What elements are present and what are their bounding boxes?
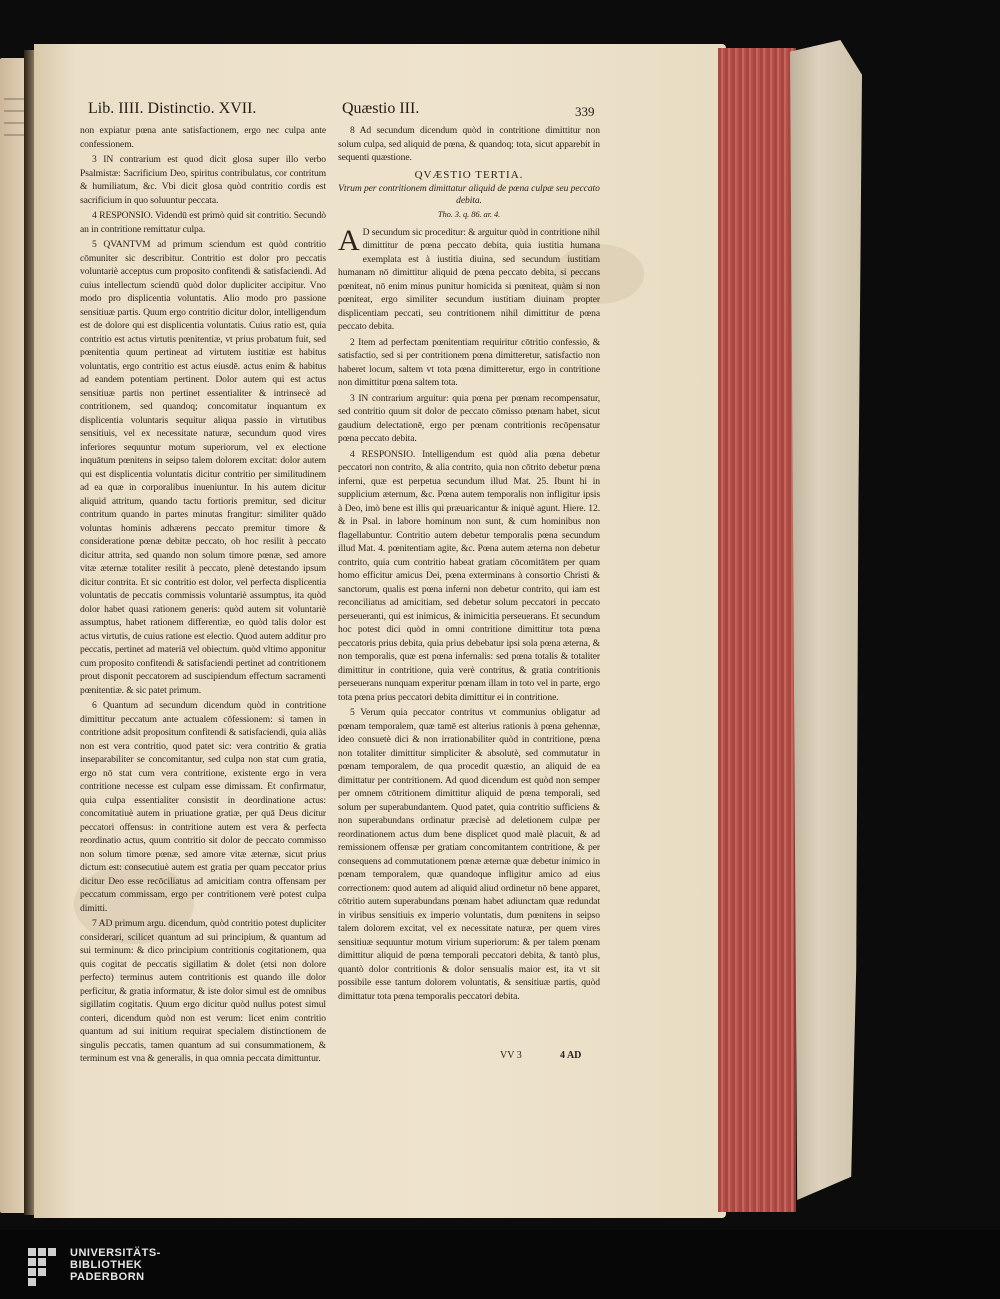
paragraph: 7 AD primum argu. dicendum, quòd contritio potest dupliciter considerari, scilicet quantum ad sui principium, & quantum ad sui terminum: & dico principium contritionis cogitationem, qua quis cogitat de peccatis sigillatim & dolet (etsi non dolore perfecto) terminus autem contritionis est quando ille dolor perficitur, & gratia informatur, & iste dolor simul est de omnibus sigillatim cogitatis. Quum ergo dicitur quòd nullus potest simul conteri, dicendum quòd non est verum: licet enim contritio quantum ad sui initium requirat specialem distinctionem de singulis peccatis, tamen quantum ad sui consummationem, & terminum est vna & generalis, in qua omnia peccata dimittuntur. bbox=[80, 918, 326, 1064]
right-text-column bbox=[338, 124, 600, 1048]
logo-line: UNIVERSITÄTS- bbox=[70, 1247, 161, 1259]
library-logo-text bbox=[70, 1247, 161, 1283]
paragraph: D secundum sic proceditur: & arguitur quòd in contritione nihil dimittitur de pœna peccato debita, quia iustitia humana exemplata est à iustitia diuina, sed secundum iustitiam humanam nō dimittitur aliquid de pœna peccato debita, si peccans pœniteat, nō enim minus punitur homicida si pœniteat, quàm si non pœniteat, ergo similiter secundum iustitiam diuinam propter displicentiam peccati, seu contritionem nihil dimittitur de pœna peccato debita. bbox=[338, 226, 600, 332]
paragraph: non expiatur pœna ante satisfactionem, ergo nec culpa ante confessionem. bbox=[80, 125, 326, 150]
question-title: QVÆSTIO TERTIA. bbox=[414, 168, 524, 181]
paragraph: 3 IN contrarium est quod dicit glosa super illo verbo Psalmistæ: Sacrificium Deo, spiritus contribulatus, cor contritum & humiliatum, &c. Vbi dicit glosa quòd contritio cordis est sacrificium in quo soluuntur peccata. bbox=[80, 154, 326, 206]
catchword: 4 AD bbox=[560, 1050, 582, 1061]
question-subtitle: Vtrum per contritionem dimittatur aliquid de pœna culpæ seu peccato debita. bbox=[338, 183, 600, 206]
paragraph: 4 RESPONSIO. Intelligendum est quòd alia pœna debetur peccatori non contrito, & alia contrito, quia non cōtrito debetur pœna inferni, quæ est perpetua secundum illud Mat. 25. Ibunt hi in supplicium æternum, &c. Pœna autem temporalis non infligitur ipsis à Deo, imò bene est illis qui præuaricantur & iniquè agunt. Hiere. 12. & in Psal. in labore hominum non sunt, & cum hominibus non flagellabuntur. Contritio autem debetur temporalis pœna secundum illud Mat. 4. pœnitentiam agite, &c. Pœna autem æterna non debetur contrito, quia cum contritio habeat gratiam cōcomitātem per quam homo efficitur amicus Dei, pœna exterminans à consortio Christi & sanctorum, qualis est pœna inferni non debetur contrito, qui iam est reconciliatus ad amicitiam, sed debetur solum peccatori in peccato perseueranti, qui est inimicus, & inimicitia perseuerans. Et secundum hoc potest dici quòd in omni contritione dimittitur tota pœna peccatoris prius debita, quia prius debebatur ipsi sola pœna æterna, & non temporalis, quæ est pœna infernalis: sed pœna totalis & totaliter dimittitur in contritione, quia verè contritus, & gratia contritionis perseuerans nunquam experitur pœnam illam in toto vel in parte, ergo tota pœna prius peccatori debita dimittitur ei in contritione. bbox=[338, 448, 600, 703]
page-number: 339 bbox=[575, 104, 595, 119]
paragraph: 5 QVANTVM ad primum sciendum est quòd contritio cōmuniter sic describitur. Contritio est dolor pro peccatis voluntariè acceptus cum proposito confitendi & satisfaciendi. Ad cuius intellectum sciendū quòd dolor dupliciter accipitur. Vno modo pro displicentia voluntatis. Alio modo pro passione sensitiuæ partis. Quum ergo contritio dicitur dolor, intelligendum est de dolore qui est displicentia voluntatis. Cuius ratio est, quia contritio est actus virtutis pœnitentiæ, vt prius probatum fuit, sed pœnitentia quum pertineat ad virtutem iustitiæ est habitus voluntatis, ergo contritio est actus eiusdē. actus enim & habitus ad eandem potentiam pertinent. Dolor autem qui est actus sensitiuæ partis non pertinet essentialiter & intrinsecè ad contritionem, sed quandoq; concomitatur inquantum ex displicentia voluntaris sequitur aliqua passio in virtutibus sensitiuis, vel ex necessitate naturæ, secundum quod vires inferiores sequuntur motum superiorum, vel ex electione inquātum pœnitens in seipso talem dolorem excitat: dolor autem qui est displicentia voluntatis dicitur contritio per similitudinem ad ea quæ in corporalibus inueniuntur. In his autem dicitur aliquid attritum, quando tactu fortioris premitur, sed dicitur contritum quando in partes minutas frangitur: similiter quādo voluntas hominis adhærens peccato premitur timore & consideratione pœnæ debitæ peccato, ob hoc resilit à peccato dicitur attrita, sed quando non solum timore pœnæ, sed amore vitæ æternæ totaliter resilit à peccato, plenè detestando ipsum dicitur contrita. Et sic contritio est dolor, vel perfecta displicentia voluntatis de peccatis commissis voluntariè assumptus, ita quòd dolor habet quasi rationem generis: quòd autem sit voluntariè assumptus, habet rationem differentiæ, eo quòd talis dolor est actus virtutis, de cuius ratione est electio. Quod autem additur pro peccatis, pertinet ad materiā vel obiectum. quòd vltimo apponitur cum proposito confitendi & satisfaciendi pertinet ad contritionem prout disponit peccatorem ad suscipiendum effectum sacramenti pœnitentiæ. & sic patet primum. bbox=[80, 239, 326, 696]
drop-cap: A bbox=[338, 223, 360, 257]
paragraph: 6 Quantum ad secundum dicendum quòd in contritione dimittitur peccatum ante actualem cōfessionem: si tamen in contritione adsit propositum confitendi & satisfaciendi, quia aliàs non est vera contritio, quod patet sic: vera contritio & gratia inseparabiliter se concomitantur, sed culpa non stat cum gratia, ergo nō stat cum vera contritione, existente ergo in vera contritione necesse est culpam esse dimissam. Et confirmatur, quia culpa essentialiter consistit in deordinatione actus: concomitatiuè autem in priuatione gratiæ, per quā Deus dicitur peccatori offensus: in contritione autem est vera & perfecta reordinatio actus, quum contritio sit dolor de peccato commisso non solum timore pœnæ, sed amore vitæ æternæ, sicut prius dictum est: consecutiuè autem est gratia per quam peccator prius dicitur Deo esse recōciliatus ad amicitiam contra offensam per peccatum commissam, ergo per contritionem verè potest culpa dimitti. bbox=[80, 700, 326, 914]
paragraph: 8 Ad secundum dicendum quòd in contritione dimittitur non solum culpa, sed aliquid de pœna, & quandoq; tota, sicut apparebit in sequenti quæstione. bbox=[338, 125, 600, 163]
paragraph: 5 Verum quia peccator contritus vt communius obligatur ad pœnam temporalem, quæ tamē est alterius rationis à pœna gehennæ, ideo consuetè dici & non irrationabiliter quòd in contritione, pœna non totaliter dimittitur simpliciter & absolutè, sed commutatur in pœnam temporalem, de qua procedit quæstio, an aliquid de ea dimittatur per contritionem. Ad quod dicendum est quòd non semper per omnem cōtritionem dimittitur aliquid de pœna temporali, sed solum per superabundantem. Quod patet, quia contritio sufficiens & non superabundans ordinatur præcisè ad deletionem culpæ per reordinationem actus dum bene displicet quod malè placuit, & ad remissionem offensæ per gratiam concomitantem contritione, & per consequens ad commutationem pœnæ æternæ quæ debetur inimico in pœnam temporalem, quæ quandoque infligitur amico ad eius correctionem: quod autem ad aliquid aliud ordinetur nō bene apparet, cōtritio autem superabundans pœnam habet adiunctam quæ redundat in viribus sensitiuis ex imperio voluntatis, dum pœnitens in seipso talem dolorem excitat, vel ex necessitate naturæ, per quem vires sensitiuæ sequuntur motum virium superiorum: & per talem pœnam dimittitur aliquid de pœna temporali peccatori debita, & tantò plus, quantò dolor contritionis & dolor sensualis maior est, ita vt sit possibile esse tantum dolorem voluntatis, & sensitiuæ partis, quòd dimittatur tota pœna temporalis peccatori debita. bbox=[338, 707, 600, 1002]
running-head-right: Quæstio III. bbox=[342, 100, 420, 117]
left-text-column bbox=[80, 124, 326, 1064]
logo-line: PADERBORN bbox=[70, 1271, 145, 1283]
signature-mark: VV 3 bbox=[500, 1050, 522, 1061]
library-logo-icon bbox=[28, 1248, 64, 1288]
paragraph: 2 Item ad perfectam pœnitentiam requiritur cōtritio confessio, & satisfactio, sed si per contritionem pœna dimitteretur, satisfactio non haberet locum, saltem vt tota pœna dimitteretur, ergo in contritione non dimittitur pœna saltem tota. bbox=[338, 336, 600, 388]
logo-line: BIBLIOTHEK bbox=[70, 1259, 143, 1271]
question-reference: Tho. 3. q. 86. ar. 4. bbox=[437, 209, 501, 219]
book-cover-edge bbox=[790, 40, 862, 1200]
paragraph: 4 RESPONSIO. Videndū est primò quid sit contritio. Secundò an in contritione remittatur culpa. bbox=[80, 210, 326, 235]
red-page-edges bbox=[718, 48, 796, 1212]
paragraph: 3 IN contrarium arguitur: quia pœna per pœnam recompensatur, sed contritio quum sit dolor de peccato cōmisso pœnam habet, sicut gaudium delectationē, ergo per pœnam contritionis recōpensatur pœna peccato debita. bbox=[338, 392, 600, 444]
running-head-left: Lib. IIII. Distinctio. XVII. bbox=[88, 100, 257, 117]
